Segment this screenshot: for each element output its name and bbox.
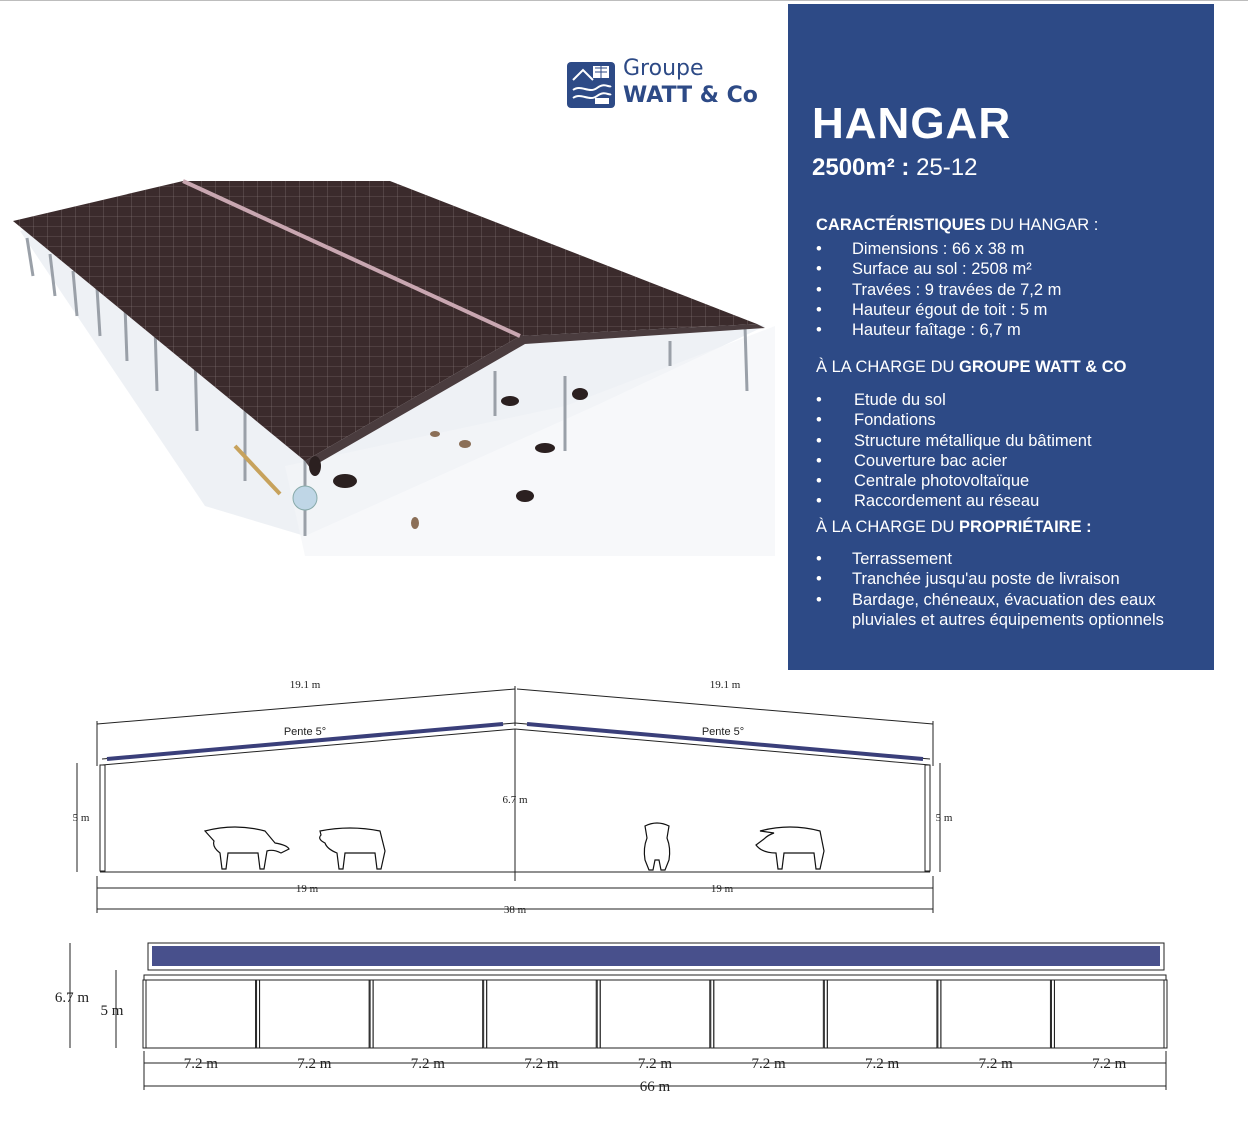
panel-title: HANGAR — [812, 99, 1012, 148]
cow-icon — [756, 827, 824, 869]
list-item: • Dimensions : 66 x 38 m — [816, 240, 1025, 258]
bay-post — [824, 980, 827, 1048]
bay-frame — [714, 980, 824, 1048]
bay-frame — [373, 980, 483, 1048]
bay-post — [597, 980, 600, 1048]
side-eave-height-label: 5 m — [100, 1003, 124, 1019]
cow-icon — [205, 827, 289, 869]
bay-frame — [1054, 980, 1164, 1048]
total-width-label: 38 m — [503, 904, 527, 916]
cow-icon — [320, 828, 385, 869]
bay-post — [1051, 980, 1054, 1048]
bay-width-label: 7.2 m — [1092, 1056, 1127, 1072]
bay-post — [257, 980, 260, 1048]
company-scope-heading: À LA CHARGE DU GROUPE WATT & CO — [816, 358, 1127, 376]
bay-post — [484, 980, 487, 1048]
brand-name-line1: Groupe — [623, 56, 704, 81]
total-length-label: 66 m — [639, 1079, 671, 1095]
eave-height-left-label: 5 m — [72, 812, 90, 824]
hangar-3d-render — [5, 176, 775, 556]
bay-post — [938, 980, 941, 1048]
bay-width-label: 7.2 m — [183, 1056, 218, 1072]
surface-area-code: 25-12 — [916, 154, 978, 181]
list-item: • Bardage, chéneaux, évacuation des eaux pluviales et autres équipements optionnels — [816, 590, 1164, 629]
half-width-left-label: 19 m — [295, 883, 319, 895]
front-elevation-drawing — [55, 681, 965, 921]
surface-area — [812, 154, 977, 182]
bay-frame — [600, 980, 710, 1048]
owner-scope-heading: À LA CHARGE DU PROPRIÉTAIRE : — [816, 518, 1092, 536]
list-item: • Hauteur égout de toit : 5 m — [816, 300, 1048, 319]
bay-width-label: 7.2 m — [978, 1056, 1013, 1072]
list-item: • Fondations — [816, 411, 936, 430]
list-item: • Couverture bac acier — [816, 451, 1008, 470]
info-panel — [788, 4, 1214, 670]
list-item: • Structure métallique du bâtiment — [816, 431, 1092, 450]
brand-name-line2: WATT & Co — [623, 83, 758, 108]
list-item: • Terrassement — [816, 550, 952, 568]
list-item: • Centrale photovoltaïque — [816, 472, 1030, 491]
bay-post — [370, 980, 373, 1048]
roof-left-length-label: 19.1 m — [289, 681, 321, 691]
surface-area-value: 2500m² : — [812, 154, 910, 181]
list-item: • Travées : 9 travées de 7,2 m — [816, 280, 1062, 299]
bay-frame — [487, 980, 597, 1048]
roof-right-length-label: 19.1 m — [709, 681, 741, 691]
bay-width-label: 7.2 m — [865, 1056, 900, 1072]
company-scope-list — [816, 390, 1092, 512]
eave-height-right-label: 5 m — [935, 812, 953, 824]
bay-width-label: 7.2 m — [524, 1056, 559, 1072]
list-item: • Etude du sol — [816, 391, 946, 409]
slope-right-label: Pente 5° — [701, 726, 745, 738]
bay-width-label: 7.2 m — [297, 1056, 332, 1072]
list-item: • Tranchée jusqu'au poste de livraison — [816, 570, 1120, 589]
characteristics-list — [816, 239, 1061, 340]
side-ridge-height-label: 6.7 m — [54, 990, 90, 1006]
bay-frame — [260, 980, 370, 1048]
characteristics-heading: CARACTÉRISTIQUES DU HANGAR : — [816, 216, 1099, 234]
ridge-height-label: 6.7 m — [502, 794, 528, 806]
bay-post — [1164, 980, 1167, 1048]
bay-width-label: 7.2 m — [410, 1056, 445, 1072]
slope-left-label: Pente 5° — [283, 726, 327, 738]
half-width-right-label: 19 m — [710, 883, 734, 895]
bay-width-label: 7.2 m — [637, 1056, 673, 1072]
cow-icon — [644, 823, 669, 870]
owner-scope-list — [816, 549, 1176, 630]
side-elevation-drawing — [40, 936, 1180, 1096]
bay-frame — [827, 980, 937, 1048]
list-item: • Raccordement au réseau — [816, 492, 1040, 511]
bay-post — [143, 980, 146, 1048]
brand-logo — [565, 56, 765, 116]
list-item: • Surface au sol : 2508 m² — [816, 260, 1032, 279]
bay-width-label: 7.2 m — [751, 1056, 786, 1072]
list-item: • Hauteur faîtage : 6,7 m — [816, 321, 1021, 340]
solar-house-logo-icon — [565, 58, 617, 110]
bay-post — [711, 980, 714, 1048]
bay-frame — [146, 980, 256, 1048]
bay-frame — [941, 980, 1051, 1048]
